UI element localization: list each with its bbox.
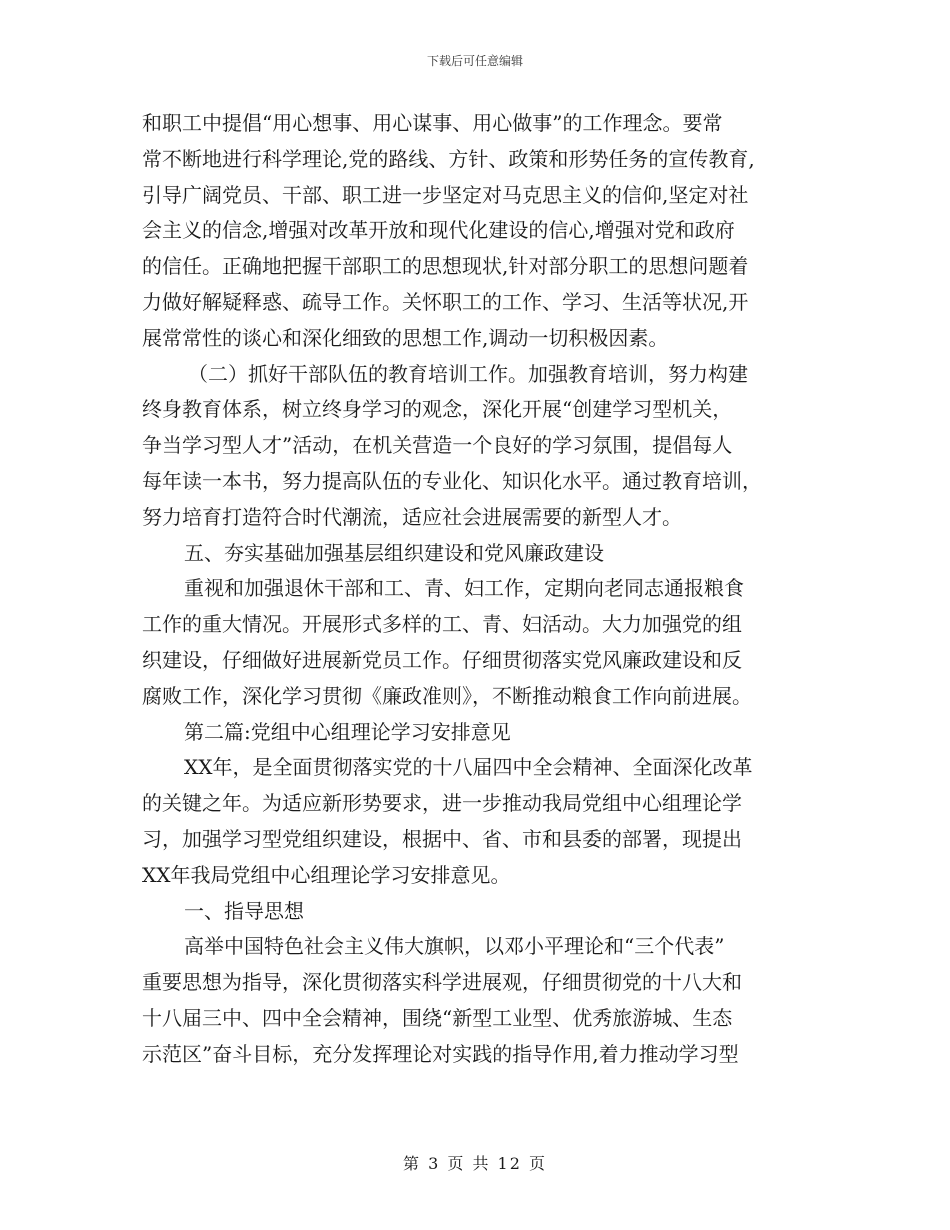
text-line: 重要思想为指导，深化贯彻落实科学进展观，仔细贯彻党的十八大和 bbox=[142, 970, 742, 995]
text-line: 示范区”奋斗目标，充分发挥理论对实践的指导作用,着力推动学习型 bbox=[142, 1041, 739, 1066]
text-line: 工作的重大情况。开展形式多样的工、青、妇活动。大力加强党的组 bbox=[142, 612, 742, 637]
page-header: 下载后可任意编辑 bbox=[426, 54, 523, 68]
text-line: 重视和加强退休干部和工、青、妇工作，定期向老同志通报粮食 bbox=[184, 576, 744, 601]
document-body bbox=[142, 106, 810, 1073]
text-line: 努力培育打造符合时代潮流，适应社会进展需要的新型人才。 bbox=[142, 504, 682, 529]
section-heading: 五、夯实基础加强基层组织建设和党风廉政建设 bbox=[184, 540, 604, 565]
text-line: 终身教育体系，树立终身学习的观念，深化开展“创建学习型机关， bbox=[142, 397, 733, 422]
text-line: 织建设，仔细做好进展新党员工作。仔细贯彻落实党风廉政建设和反 bbox=[142, 647, 742, 672]
text-line: XX年，是全面贯彻落实党的十八届四中全会精神、全面深化改革 bbox=[184, 755, 753, 780]
text-line: 会主义的信念,增强对改革开放和现代化建设的信心,增强对党和政府 bbox=[142, 218, 735, 243]
text-line: 的关键之年。为适应新形势要求，进一步推动我局党组中心组理论学 bbox=[142, 791, 742, 816]
text-line: XX年我局党组中心组理论学习安排意见。 bbox=[142, 862, 511, 887]
text-line: 习，加强学习型党组织建设，根据中、省、市和县委的部署，现提出 bbox=[142, 826, 742, 851]
text-line: 腐败工作，深化学习贯彻《廉政准则》，不断推动粮食工作向前进展。 bbox=[142, 683, 752, 708]
text-line: 常不断地进行科学理论,党的路线、方针、政策和形势任务的宣传教育, bbox=[142, 146, 755, 171]
text-line: 争当学习型人才”活动，在机关营造一个良好的学习氛围，提倡每人 bbox=[142, 433, 733, 458]
chapter-heading: 第二篇:党组中心组理论学习安排意见 bbox=[184, 719, 511, 744]
text-line: 高举中国特色社会主义伟大旗帜，以邓小平理论和“三个代表” bbox=[184, 934, 725, 959]
text-line: 引导广阔党员、干部、职工进一步坚定对马克思主义的信仰,坚定对社 bbox=[142, 182, 749, 207]
section-heading: 一、指导思想 bbox=[184, 898, 304, 923]
text-line: （二）抓好干部队伍的教育培训工作。加强教育培训，努力构建 bbox=[188, 361, 748, 386]
text-line: 十八届三中、四中全会精神，围绕“新型工业型、优秀旅游城、生态 bbox=[142, 1005, 733, 1030]
text-line: 展常常性的谈心和深化细致的思想工作,调动一切积极因素。 bbox=[142, 325, 669, 350]
text-line: 力做好解疑释惑、疏导工作。关怀职工的工作、学习、生活等状况,开 bbox=[142, 289, 749, 314]
text-line: 每年读一本书，努力提高队伍的专业化、知识化水平。通过教育培训， bbox=[142, 468, 762, 493]
text-line: 和职工中提倡“用心想事、用心谋事、用心做事”的工作理念。要常 bbox=[142, 111, 723, 135]
text-line: 的信任。正确地把握干部职工的思想现状,针对部分职工的思想问题着 bbox=[142, 254, 749, 279]
page-number-footer: 第 3 页 共 12 页 bbox=[403, 1154, 547, 1173]
